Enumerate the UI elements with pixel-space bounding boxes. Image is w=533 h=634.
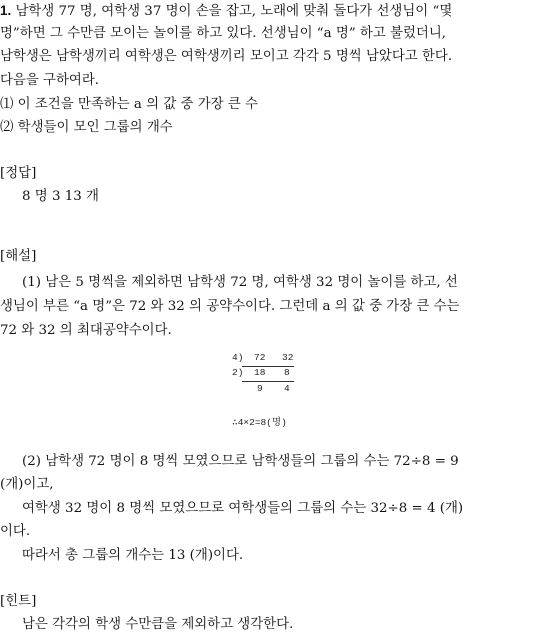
solution-part2-line-1: (2) 남학생 72 명이 8 명씩 모였으므로 남학생들의 그룹의 수는 72÷8 = 9 [22,454,459,469]
gcd-calculation [232,352,312,432]
problem-number: 1. [0,3,12,18]
calc-divisor-2: 2) [232,367,244,378]
calc-value-4: 4 [284,383,290,394]
problem-item-2: ⑵ 학생들이 모인 그룹의 개수 [0,120,173,135]
problem-item-1: ⑴ 이 조건을 만족하는 a 의 값 중 가장 큰 수 [0,97,258,112]
calc-value-9: 9 [257,383,263,394]
solution-part1-line-3: 72 와 32 의 최대공약수이다. [0,323,172,338]
solution-part2-line-2: (개)이고, [0,477,54,492]
problem-line-2: 명”하면 그 수만큼 모이는 놀이를 하고 있다. 선생님이 “a 명” 하고 불렀더니, [0,26,447,41]
problem-text-1: 남학생 77 명, 여학생 37 명이 손을 잡고, 노래에 맞춰 돌다가 선생님이 “몇 [15,4,453,19]
calc-result: ∴4×2=8(명) [232,417,287,428]
solution-part2-line-5: 따라서 총 그룹의 개수는 13 (개)이다. [22,548,244,563]
problem-line-3: 남학생은 남학생끼리 여학생은 여학생끼리 모이고 각각 5 명씩 남았다고 한다. [0,49,453,64]
solution-part1-line-1: (1) 남은 5 명씩을 제외하면 남학생 72 명, 여학생 32 명이 놀이를 하고, 선 [22,275,458,290]
hint-heading: [힌트] [0,594,37,609]
calc-rule-2 [242,381,294,382]
answer-text: 8 명 3 13 개 [22,189,99,204]
solution-part1-line-2: 생님이 부른 “a 명”은 72 와 32 의 공약수이다. 그런데 a 의 값 중 가장 큰 수는 [0,299,460,314]
answer-heading: [정답] [0,166,37,181]
calc-value-18: 18 [254,367,266,378]
calc-divisor-1: 4) [232,352,244,363]
solution-heading: [해설] [0,249,37,264]
solution-part2-line-4: 이다. [0,524,31,539]
calc-value-32: 32 [282,352,294,363]
problem-line-4: 다음을 구하여라. [0,73,100,88]
calc-value-8: 8 [284,367,290,378]
hint-text: 남은 각각의 학생 수만큼을 제외하고 생각한다. [22,617,294,632]
solution-part2-line-3: 여학생 32 명이 8 명씩 모였으므로 여학생들의 그룹의 수는 32÷8 = 4 (개) [22,501,464,516]
problem-line-1 [0,2,452,21]
calc-value-72: 72 [254,352,266,363]
